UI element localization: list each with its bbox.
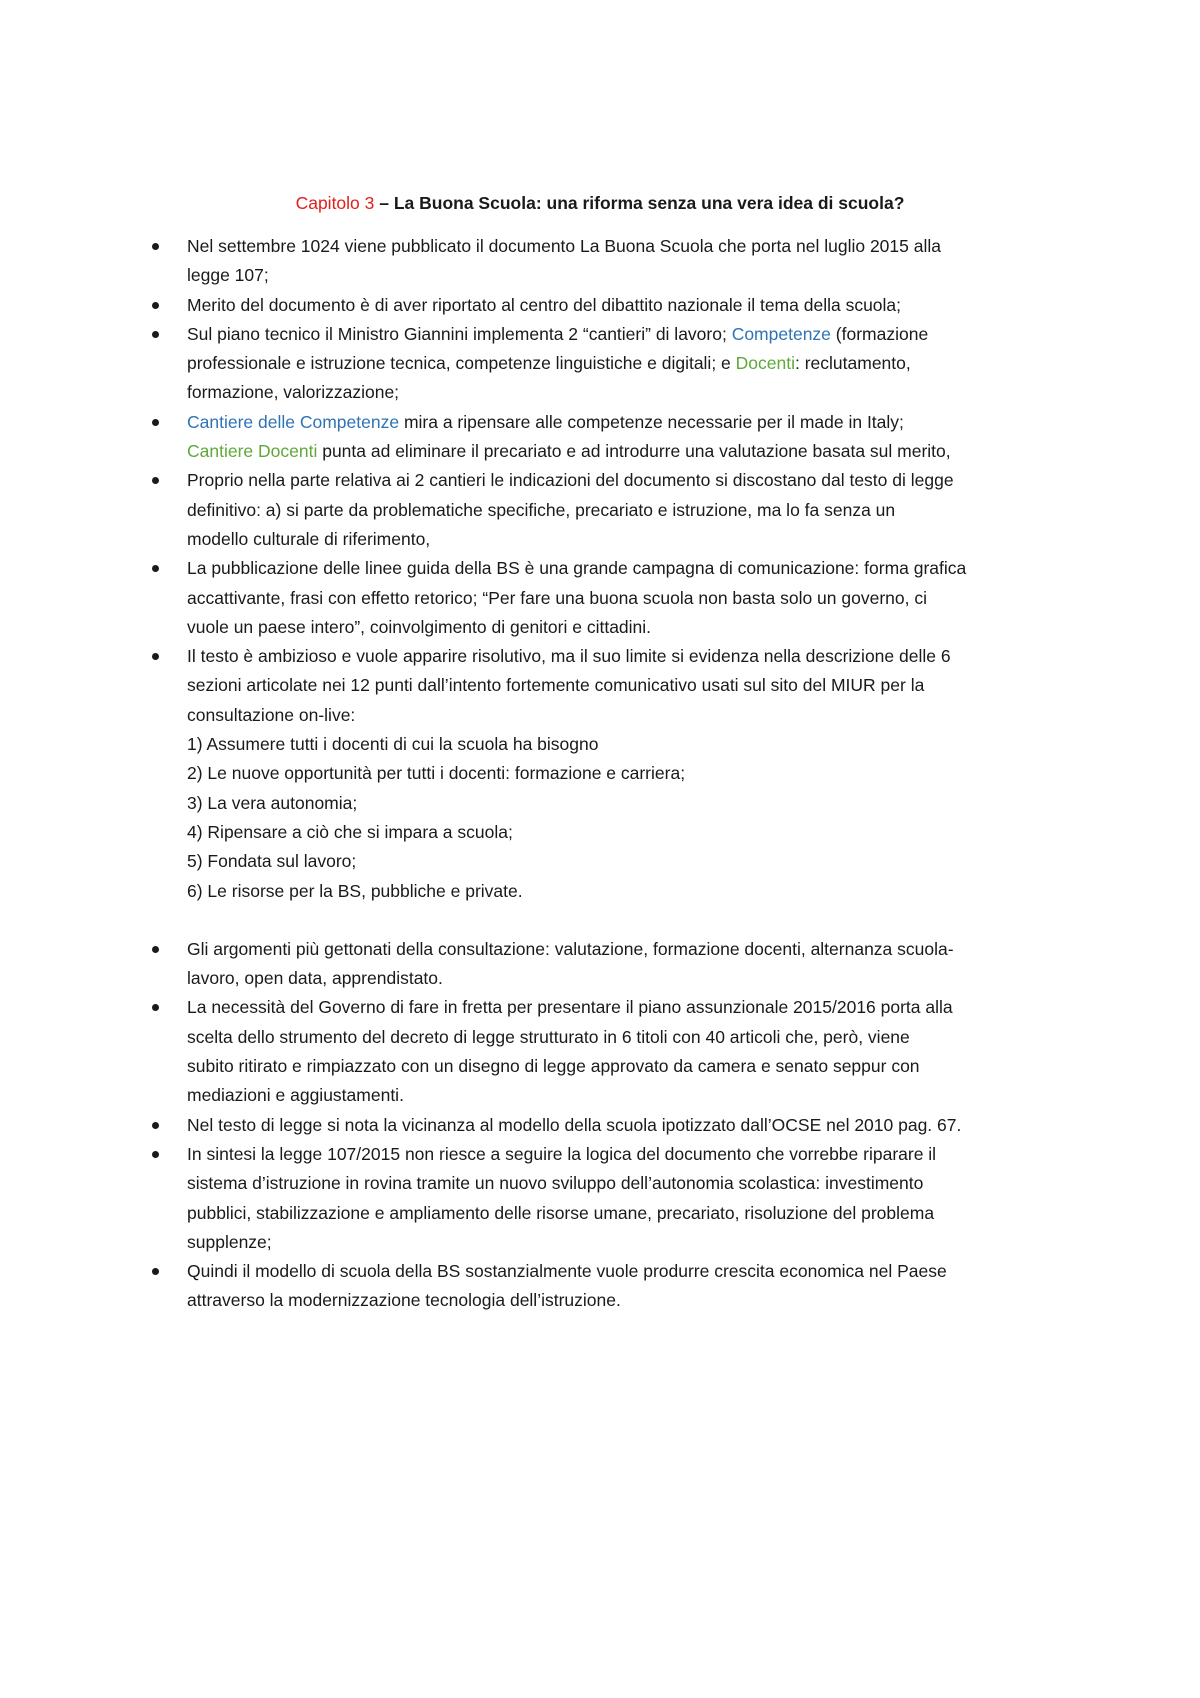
numbered-point: 4) Ripensare a ciò che si impara a scuola; [187,821,513,842]
list-item [150,291,1080,320]
numbered-point: 3) La vera autonomia; [187,792,358,813]
item-line: Proprio nella parte relativa ai 2 cantieri le indicazioni del documento si discostano dal testo di legge [187,470,954,491]
competenze-keyword: Competenze [731,323,831,344]
item-line: mediazioni e aggiustamenti. [187,1085,404,1106]
list-item [150,554,1080,642]
list-item [150,232,1080,291]
item-line: sezioni articolate nei 12 punti dall’intento fortemente comunicativo usati sul sito del MIUR per la [187,675,925,696]
item-line [187,349,1080,378]
list-item [150,993,1080,1110]
item-line: Nel settembre 1024 viene pubblicato il documento La Buona Scuola che porta nel luglio 2015 alla [187,236,941,256]
item-line [187,320,1080,349]
bullet-icon [152,243,159,250]
item-line: Merito del documento è di aver riportato al centro del dibattito nazionale il tema della scuola; [187,294,902,315]
bullet-icon [152,419,159,426]
list-item [150,1111,1080,1140]
list-item [150,408,1080,467]
item-line: legge 107; [187,265,269,286]
bullet-icon [152,477,159,484]
list-item [150,1257,1080,1316]
item-line: Gli argomenti più gettonati della consultazione: valutazione, formazione docenti, alternanza scuola- [187,938,954,959]
item-line [187,437,1080,466]
item-line: formazione, valorizzazione; [187,382,400,403]
item-line: In sintesi la legge 107/2015 non riesce a seguire la logica del documento che vorrebbe riparare il [187,1143,937,1164]
item-line: modello culturale di riferimento, [187,528,431,549]
bullet-icon [152,1122,159,1129]
item-text: Sul piano tecnico il Ministro Giannini implementa 2 “cantieri” di lavoro; [187,323,732,344]
item-line: scelta dello strumento del decreto di legge strutturato in 6 titoli con 40 articoli che, però, viene [187,1026,910,1047]
list-item [150,320,1080,408]
item-text: professionale e istruzione tecnica, competenze linguistiche e digitali; e [187,353,736,374]
item-line: Il testo è ambizioso e vuole apparire risolutivo, ma il suo limite si evidenza nella descrizione delle 6 [187,646,951,667]
item-text: punta ad eliminare il precariato e ad introdurre una valutazione basata sul merito, [317,441,951,462]
item-line: attraverso la modernizzazione tecnologia dell’istruzione. [187,1290,621,1311]
item-text: : reclutamento, [795,353,911,374]
item-line: definitivo: a) si parte da problematiche specifiche, precariato e istruzione, ma lo fa senza un [187,499,896,520]
bullet-icon [152,565,159,572]
item-text: mira a ripensare alle competenze necessarie per il made in Italy; [399,411,904,432]
item-line: consultazione on-live: [187,704,356,725]
list-item [150,1140,1080,1257]
item-line: accattivante, frasi con effetto retorico; “Per fare una buona scuola non basta solo un governo, ci [187,587,927,608]
bullet-icon [152,302,159,309]
cantiere-docenti-keyword: Cantiere Docenti [187,441,318,462]
list-item [150,935,1080,994]
item-text: (formazione [830,323,929,344]
item-line: supplenze; [187,1231,272,1252]
bullet-icon [152,1151,159,1158]
docenti-keyword: Docenti [735,353,795,374]
list-item [150,642,1080,906]
bullet-list [150,232,1080,1316]
chapter-heading: – La Buona Scuola: una riforma senza una vera idea di scuola? [374,193,905,213]
numbered-point: 1) Assumere tutti i docenti di cui la scuola ha bisogno [187,734,599,755]
item-line: lavoro, open data, apprendistato. [187,968,443,989]
bullet-icon [152,1004,159,1011]
item-line: Nel testo di legge si nota la vicinanza al modello della scuola ipotizzato dall’OCSE nel 2010 pag. 67. [187,1114,962,1135]
numbered-point: 6) Le risorse per la BS, pubbliche e private. [187,880,523,901]
bullet-icon [152,653,159,660]
bullet-icon [152,1268,159,1275]
item-line: subito ritirato e rimpiazzato con un disegno di legge approvato da camera e senato seppur con [187,1056,920,1077]
chapter-number: Capitolo 3 [295,193,375,213]
numbered-point: 2) Le nuove opportunità per tutti i docenti: formazione e carriera; [187,763,686,784]
item-line: sistema d’istruzione in rovina tramite un nuovo sviluppo dell’autonomia scolastica: investimento [187,1173,924,1194]
bullet-icon [152,331,159,338]
item-line: La necessità del Governo di fare in fretta per presentare il piano assunzionale 2015/2016 porta alla [187,997,953,1018]
numbered-point: 5) Fondata sul lavoro; [187,851,357,872]
item-line: Quindi il modello di scuola della BS sostanzialmente vuole produrre crescita economica nel Paese [187,1261,947,1282]
item-line [187,408,1080,437]
cantiere-competenze-keyword: Cantiere delle Competenze [187,411,400,432]
chapter-title [0,189,1200,218]
item-line: pubblici, stabilizzazione e ampliamento delle risorse umane, precariato, risoluzione del problema [187,1202,935,1223]
bullet-icon [152,946,159,953]
list-item [150,466,1080,554]
paragraph-spacer [150,906,1080,935]
item-line: La pubblicazione delle linee guida della BS è una grande campagna di comunicazione: forma grafica [187,558,967,579]
item-line: vuole un paese intero”, coinvolgimento di genitori e cittadini. [187,616,652,637]
